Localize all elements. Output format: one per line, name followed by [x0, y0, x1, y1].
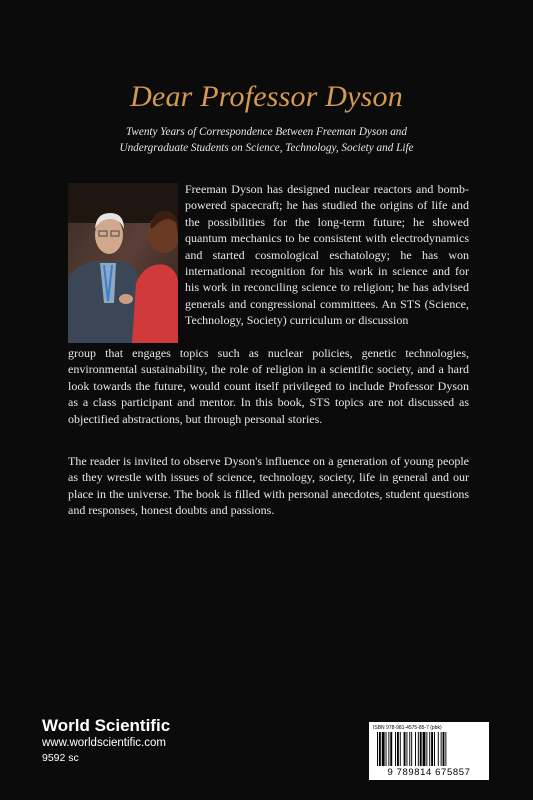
book-title: Dear Professor Dyson: [130, 80, 403, 113]
author-photo: [68, 183, 178, 343]
subtitle-line-2: Undergraduate Students on Science, Technology, Society and Life: [119, 142, 414, 154]
book-subtitle: [60, 124, 473, 156]
subtitle-line-1: Twenty Years of Correspondence Between Freeman Dyson and: [126, 126, 407, 138]
description-paragraph-2: The reader is invited to observe Dyson's influence on a generation of young people as they wrestle with issues of science, technology, society, life in general and our place in the universe. The book is filled with personal anecdotes, student questions and responses, honest doubts and passions.: [68, 454, 469, 518]
publisher-name: World Scientific: [42, 716, 171, 735]
product-code: 9592 sc: [42, 752, 79, 764]
description-paragraph-1-continued: group that engages topics such as nuclear policies, genetic technologies, environmental sustainability, the role of religion in a scientific society, and a hard look towards the future, would count itself privileged to include Professor Dyson as a class participant and mentor. In this book, STS topics are not discussed as objectified abstractions, but through personal stories.: [68, 346, 469, 426]
description-paragraph-1: Freeman Dyson has designed nuclear reactors and bomb-powered spacecraft; he has studied the origins of life and the possibilities for the long-term future; he showed quantum mechanics to be consistent with electrodynamics and started cosmological eschatology; he has won international recognition for his work in science and for his work in reconciling science to religion; he has advised generals and congressional committees. An STS (Science, Technology, Society) curriculum or discussion: [185, 182, 469, 328]
isbn-barcode: [369, 722, 489, 780]
publisher-block: [42, 716, 170, 765]
isbn-label: ISBN 978-981-4575-85-7 (pbk): [373, 725, 442, 731]
ean-number: 9 789814 675857: [387, 767, 471, 778]
publisher-url: www.worldscientific.com: [42, 737, 166, 749]
